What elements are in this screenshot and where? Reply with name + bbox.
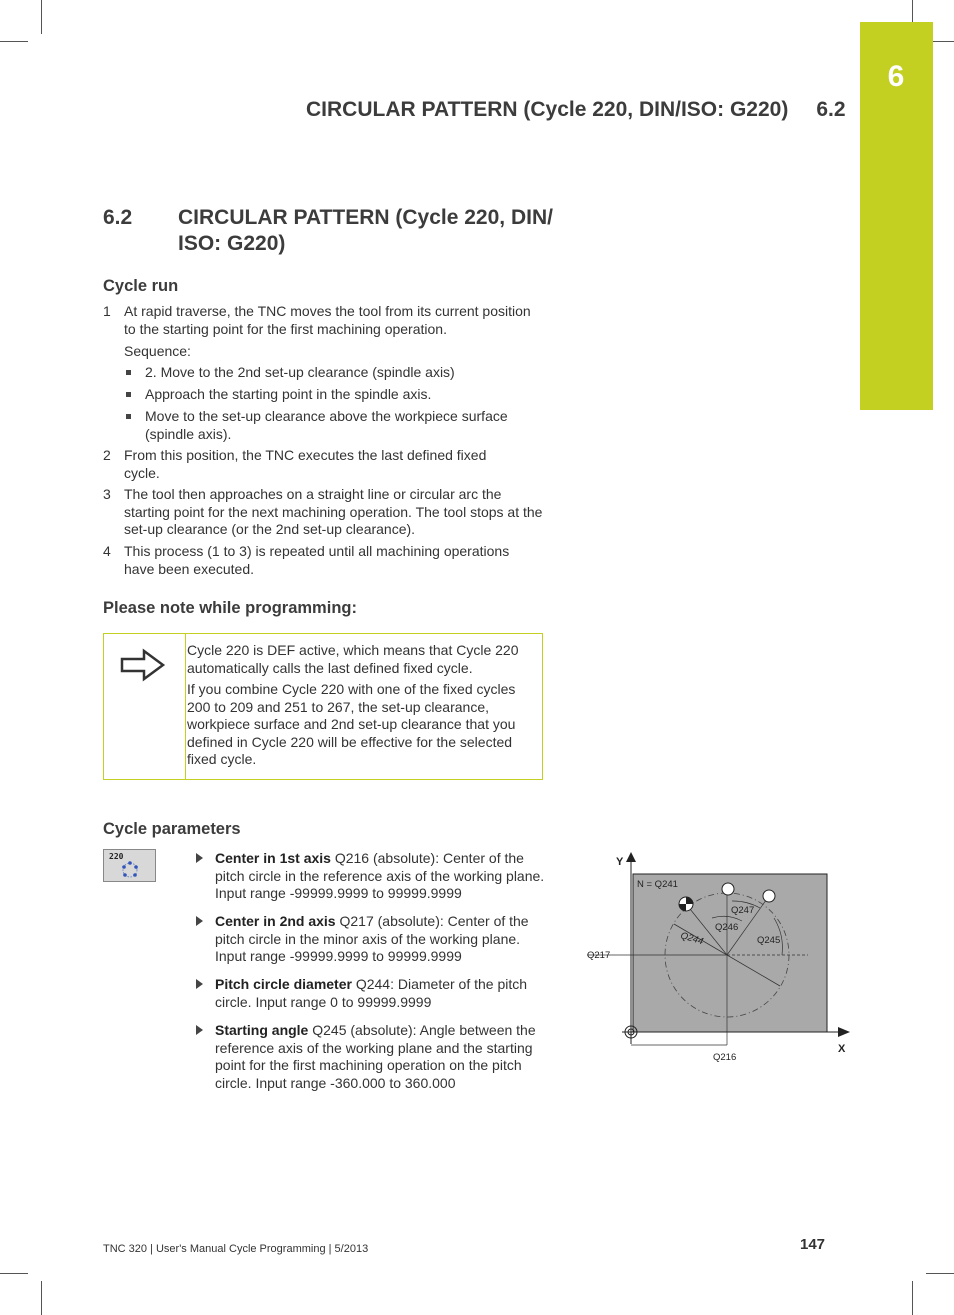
- softkey-label: 220: [109, 852, 124, 861]
- cycle-220-softkey[interactable]: [103, 849, 156, 882]
- crop-mark: [0, 1273, 28, 1274]
- n-label: N = Q241: [637, 879, 678, 890]
- x-axis-label: X: [838, 1043, 846, 1055]
- parameter-name: Center in 1st axis: [215, 850, 331, 866]
- step-number: 1: [103, 303, 111, 319]
- step-text: At rapid traverse, the TNC moves the tool from its current position to the starting point for the first machining operation.: [124, 303, 531, 337]
- crop-mark: [912, 0, 913, 22]
- running-head-section: 6.2: [816, 98, 846, 121]
- q244-label: Q244: [679, 930, 705, 948]
- crop-mark: [0, 41, 28, 42]
- crop-mark: [912, 1281, 913, 1315]
- crop-mark: [41, 0, 42, 34]
- chapter-number: 6: [887, 60, 905, 93]
- triangle-bullet-icon: [196, 853, 203, 863]
- parameter-name: Starting angle: [215, 1022, 309, 1038]
- note-divider: [185, 634, 186, 779]
- step-number: 4: [103, 543, 111, 559]
- note-paragraph: If you combine Cycle 220 with one of the fixed cycles 200 to 209 and 251 to 267, the set-up clearance, workpiece surface and 2nd set-up clearance that you defined in Cycle 220 will be effective for the selected fixed cycle.: [187, 681, 516, 767]
- workpiece: [633, 874, 827, 1032]
- parameters-heading: Cycle parameters: [103, 820, 241, 838]
- circular-pattern-diagram: [582, 848, 854, 1068]
- arrow-right-icon: [120, 648, 166, 687]
- bullet-icon: [126, 392, 131, 397]
- step-text: This process (1 to 3) is repeated until all machining operations have been executed.: [124, 543, 510, 577]
- q247-label: Q247: [731, 905, 755, 916]
- step-number: 2: [103, 447, 111, 463]
- crop-mark: [41, 1281, 42, 1315]
- q245-label: Q245: [757, 935, 781, 946]
- parameter-item: [215, 850, 553, 903]
- page-number: 147: [800, 1236, 826, 1253]
- sequence-item: 2. Move to the 2nd set-up clearance (spindle axis): [145, 364, 455, 380]
- step-number: 3: [103, 486, 111, 502]
- parameter-item: [215, 1022, 553, 1092]
- step-text: From this position, the TNC executes the last defined fixed cycle.: [124, 447, 487, 481]
- step-text: The tool then approaches on a straight line or circular arc the starting point for the next machining operation. The tool stops at the set-up clearance (or the 2nd set-up clearance).: [124, 486, 543, 537]
- running-head: [306, 98, 846, 122]
- triangle-bullet-icon: [196, 979, 203, 989]
- sequence-item: Approach the starting point in the spindle axis.: [145, 386, 432, 402]
- sequence-label: Sequence:: [124, 343, 191, 359]
- parameter-item: [215, 913, 553, 966]
- parameter-name: Pitch circle diameter: [215, 976, 352, 992]
- q216-label: Q216: [713, 1052, 737, 1063]
- cycle-run-heading: Cycle run: [103, 277, 179, 295]
- triangle-bullet-icon: [196, 916, 203, 926]
- crop-mark: [926, 1273, 954, 1274]
- hole: [763, 890, 775, 902]
- q217-label: Q217: [587, 950, 611, 961]
- note-paragraph: Cycle 220 is DEF active, which means that Cycle 220 automatically calls the last defined fixed cycle.: [187, 642, 519, 676]
- section-title: CIRCULAR PATTERN (Cycle 220, DIN/ ISO: G220): [178, 206, 553, 255]
- x-axis-arrow: [838, 1027, 850, 1037]
- bullet-icon: [126, 414, 131, 419]
- parameter-item: [215, 976, 553, 1011]
- running-head-title: CIRCULAR PATTERN (Cycle 220, DIN/ISO: G220): [306, 98, 789, 121]
- y-axis-label: Y: [616, 856, 624, 868]
- note-heading: Please note while programming:: [103, 599, 357, 617]
- parameter-desc: Q216 (absolute): Center of the pitch circle in the reference axis of the working plane. Input range -99999.9999 to 99999.9999: [215, 850, 545, 901]
- parameter-desc: Q244: Diameter of the pitch circle. Input range 0 to 99999.9999: [215, 976, 528, 1010]
- triangle-bullet-icon: [196, 1025, 203, 1035]
- parameter-name: Center in 2nd axis: [215, 913, 336, 929]
- bullet-icon: [126, 370, 131, 375]
- footer-text: TNC 320 | User's Manual Cycle Programming | 5/2013: [103, 1243, 369, 1255]
- q246-label: Q246: [715, 922, 739, 933]
- sequence-item: Move to the set-up clearance above the workpiece surface (spindle axis).: [145, 408, 508, 442]
- hole: [722, 883, 734, 895]
- parameter-desc: Q217 (absolute): Center of the pitch circle in the minor axis of the working plane. Input range -99999.9999 to 99999.9999: [215, 913, 529, 964]
- parameter-desc: Q245 (absolute): Angle between the reference axis of the working plane and the starting point for the first machining operation on the pitch circle. Input range -360.000 to 360.000: [215, 1022, 536, 1091]
- note-box: [103, 633, 543, 780]
- y-axis-arrow: [626, 852, 636, 862]
- section-number: 6.2: [103, 206, 133, 229]
- circle-pattern-icon: [118, 860, 142, 880]
